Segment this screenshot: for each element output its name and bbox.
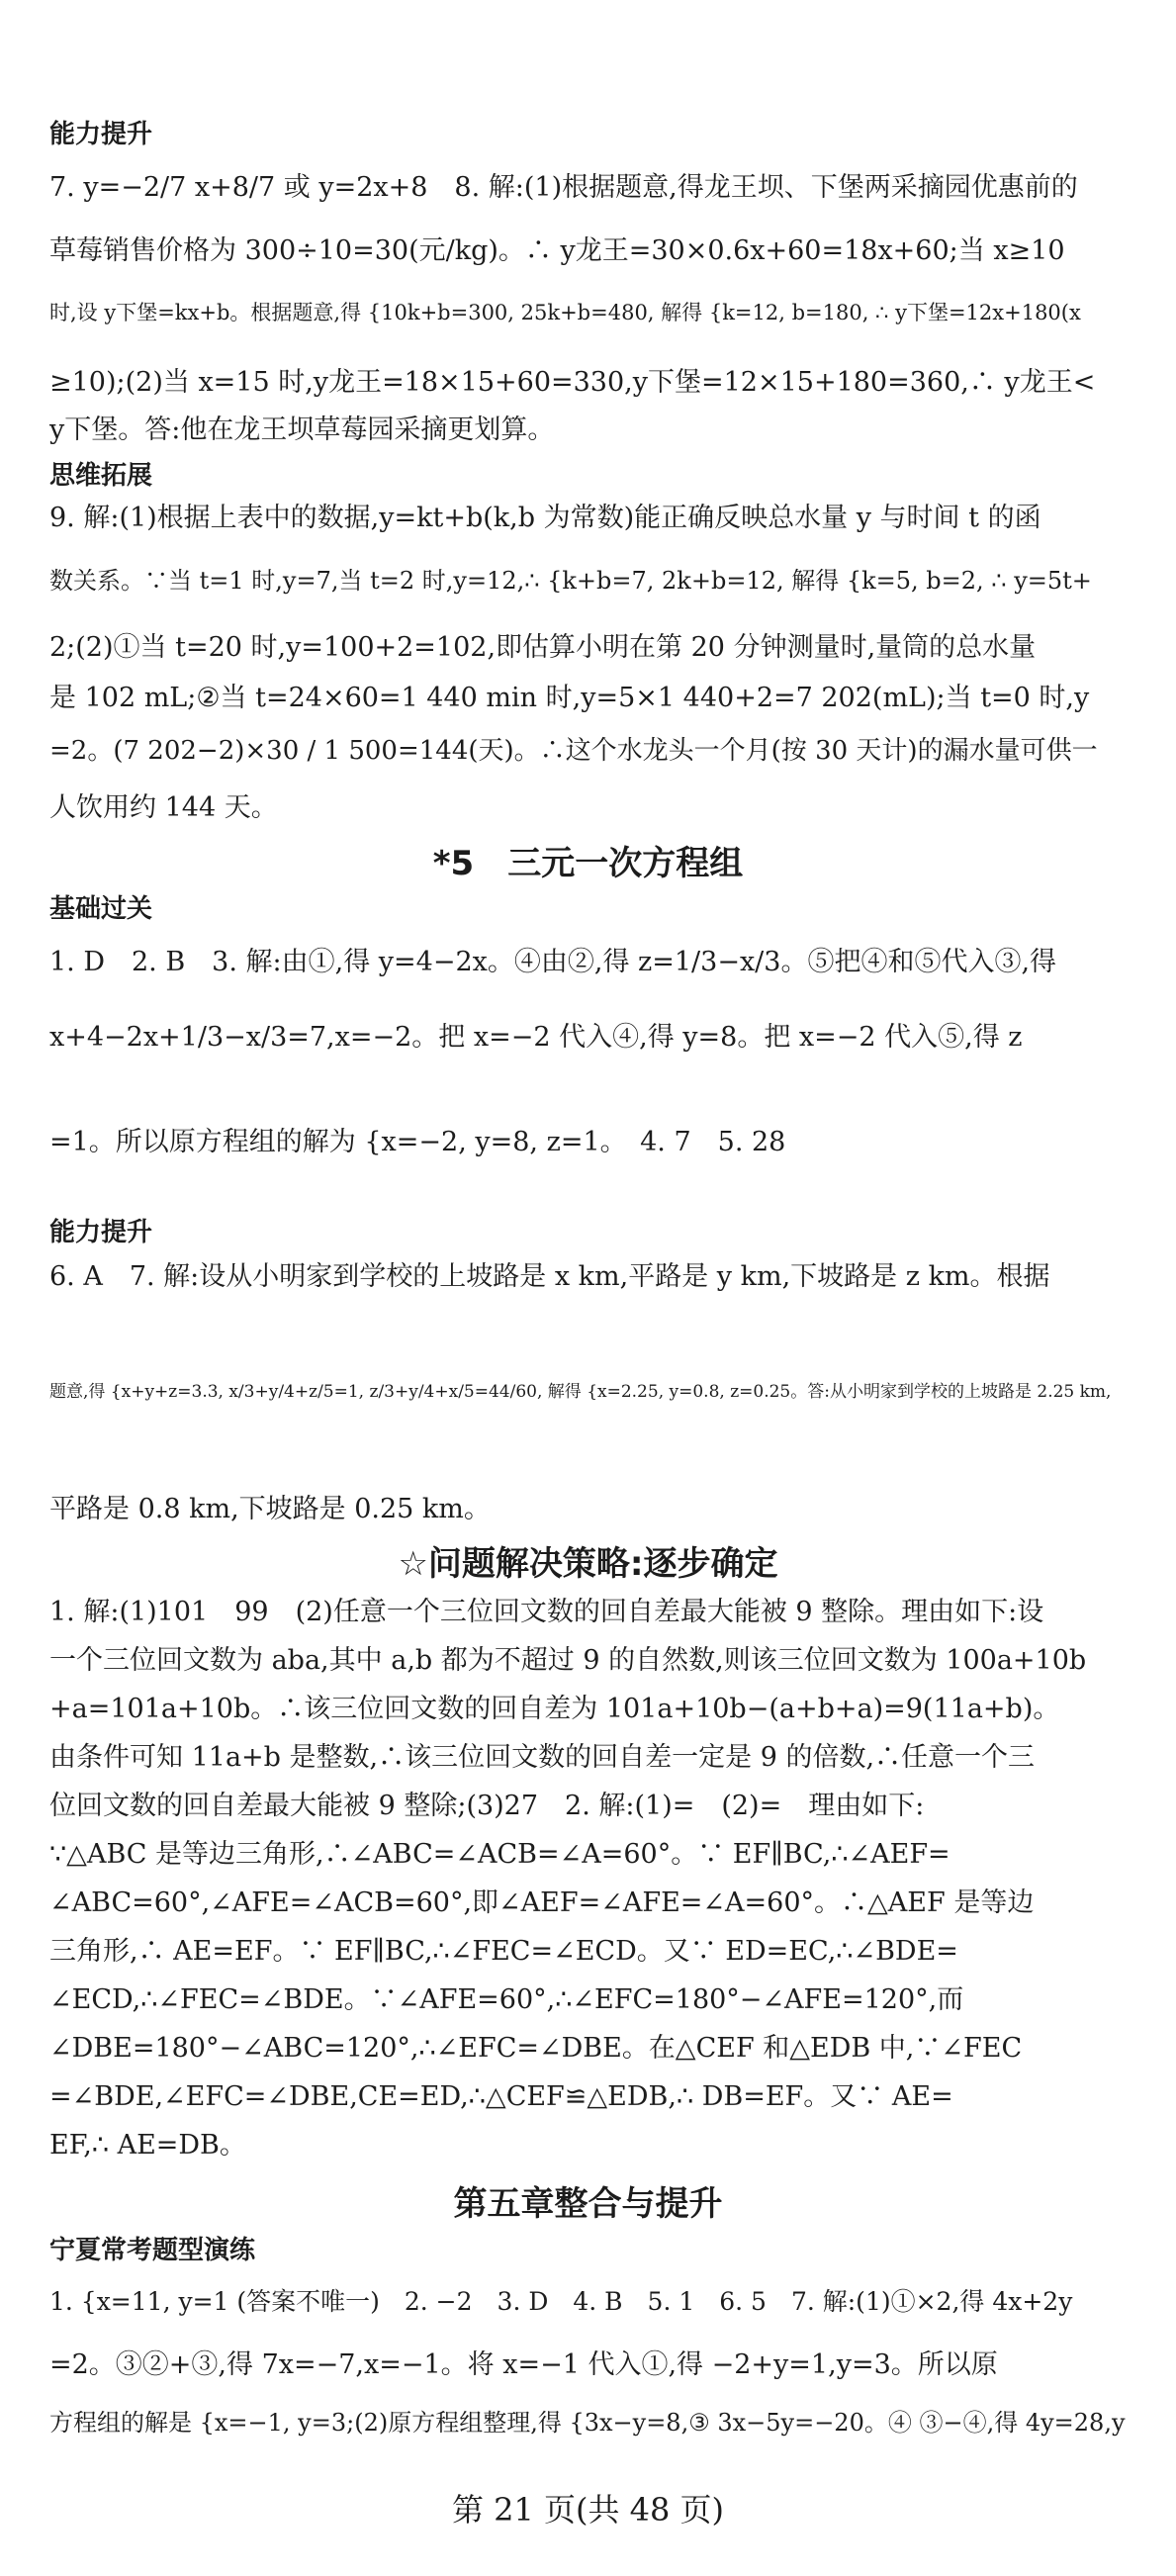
section-heading: 宁夏常考题型演练 <box>49 2236 256 2265</box>
text-line: 时,设 y下堡=kx+b。根据题意,得 {10k+b=300, 25k+b=480, 解得 {k=12, b=180, ∴ y下堡=12x+180(x <box>49 301 1081 324</box>
text-line: 6. A 7. 解:设从小明家到学校的上坡路是 x km,平路是 y km,下坡路是 z km。根据 <box>49 1261 1050 1292</box>
text-line: EF,∴ AE=DB。 <box>49 2130 246 2161</box>
text-line: 一个三位回文数为 aba,其中 a,b 都为不超过 9 的自然数,则该三位回文数为 100a+10b <box>49 1645 1087 1676</box>
text-line: 位回文数的回自差最大能被 9 整除;(3)27 2. 解:(1)= (2)= 理由如下: <box>49 1791 925 1821</box>
text-line: =2。(7 202−2)×30 / 1 500=144(天)。∴这个水龙头一个月(按 30 天计)的漏水量可供一 <box>49 736 1098 766</box>
text-line: +a=101a+10b。∴该三位回文数的回自差为 101a+10b−(a+b+a)=9(11a+b)。 <box>49 1694 1060 1724</box>
text-line: 1. D 2. B 3. 解:由①,得 y=4−2x。④由②,得 z=1/3−x/3。⑤把④和⑤代入③,得 <box>49 947 1057 977</box>
text-line: 三角形,∴ AE=EF。∵ EF∥BC,∴∠FEC=∠ECD。又∵ ED=EC,∴∠BDE= <box>49 1936 958 1967</box>
text-line: 平路是 0.8 km,下坡路是 0.25 km。 <box>49 1494 491 1524</box>
chapter-title: *5 三元一次方程组 <box>432 844 744 883</box>
text-line: =∠BDE,∠EFC=∠DBE,CE=ED,∴△CEF≌△EDB,∴ DB=EF。又∵ AE= <box>49 2081 953 2112</box>
text-line: 题意,得 {x+y+z=3.3, x/3+y/4+z/5=1, z/3+y/4+x/5=44/60, 解得 {x=2.25, y=0.8, z=0.25。答:从小明家到学校的上坡路是 2.25 km, <box>49 1382 1112 1402</box>
text-line: 草莓销售价格为 300÷10=30(元/kg)。∴ y龙王=30×0.6x+60=18x+60;当 x≥10 <box>49 235 1065 266</box>
section-heading: 基础过关 <box>49 894 153 924</box>
text-line: ∠DBE=180°−∠ABC=120°,∴∠EFC=∠DBE。在△CEF 和△EDB 中,∵∠FEC <box>49 2033 1023 2064</box>
text-line: ≥10);(2)当 x=15 时,y龙王=18×15+60=330,y下堡=12×15+180=360,∴ y龙王< <box>49 367 1096 398</box>
chapter-title: 第五章整合与提升 <box>453 2184 723 2224</box>
text-line: x+4−2x+1/3−x/3=7,x=−2。把 x=−2 代入④,得 y=8。把 x=−2 代入⑤,得 z <box>49 1022 1023 1053</box>
text-line: 9. 解:(1)根据上表中的数据,y=kt+b(k,b 为常数)能正确反映总水量 y 与时间 t 的函 <box>49 503 1041 533</box>
text-line: ∠ECD,∴∠FEC=∠BDE。∵∠AFE=60°,∴∠EFC=180°−∠AFE=120°,而 <box>49 1984 964 2015</box>
text-line: 数关系。∵当 t=1 时,y=7,当 t=2 时,y=12,∴ {k+b=7, 2k+b=12, 解得 {k=5, b=2, ∴ y=5t+ <box>49 567 1092 595</box>
text-line: 1. {x=11, y=1 (答案不唯一) 2. −2 3. D 4. B 5. 1 6. 5 7. 解:(1)①×2,得 4x+2y <box>49 2287 1073 2316</box>
text-line: 由条件可知 11a+b 是整数,∴该三位回文数的回自差一定是 9 的倍数,∴任意一个三 <box>49 1742 1036 1773</box>
text-line: 1. 解:(1)101 99 (2)任意一个三位回文数的回自差最大能被 9 整除。理由如下:设 <box>49 1597 1044 1627</box>
text-line: 7. y=−2/7 x+8/7 或 y=2x+8 8. 解:(1)根据题意,得龙王坝、下堡两采摘园优惠前的 <box>49 172 1078 203</box>
text-line: =1。所以原方程组的解为 {x=−2, y=8, z=1。 4. 7 5. 28 <box>49 1127 786 1157</box>
text-line: 人饮用约 144 天。 <box>49 792 278 823</box>
section-heading: 能力提升 <box>49 1218 153 1247</box>
text-line: 2;(2)①当 t=20 时,y=100+2=102,即估算小明在第 20 分钟测量时,量筒的总水量 <box>49 632 1037 663</box>
section-heading: 思维拓展 <box>49 461 153 491</box>
chapter-title: ☆问题解决策略:逐步确定 <box>398 1544 778 1584</box>
section-heading: 能力提升 <box>49 120 153 149</box>
text-line: =2。③②+③,得 7x=−7,x=−1。将 x=−1 代入①,得 −2+y=1,y=3。所以原 <box>49 2349 998 2380</box>
text-line: y下堡。答:他在龙王坝草莓园采摘更划算。 <box>49 414 555 445</box>
text-line: ∠ABC=60°,∠AFE=∠ACB=60°,即∠AEF=∠AFE=∠A=60°。∴△AEF 是等边 <box>49 1887 1035 1918</box>
text-line: 是 102 mL;②当 t=24×60=1 440 min 时,y=5×1 440+2=7 202(mL);当 t=0 时,y <box>49 683 1090 713</box>
page-number: 第 21 页(共 48 页) <box>451 2491 725 2529</box>
text-line: ∵△ABC 是等边三角形,∴∠ABC=∠ACB=∠A=60°。∵ EF∥BC,∴∠AEF= <box>49 1839 950 1870</box>
text-line: 方程组的解是 {x=−1, y=3;(2)原方程组整理,得 {3x−y=8,③ 3x−5y=−20。④ ③−④,得 4y=28,y <box>49 2409 1126 2437</box>
